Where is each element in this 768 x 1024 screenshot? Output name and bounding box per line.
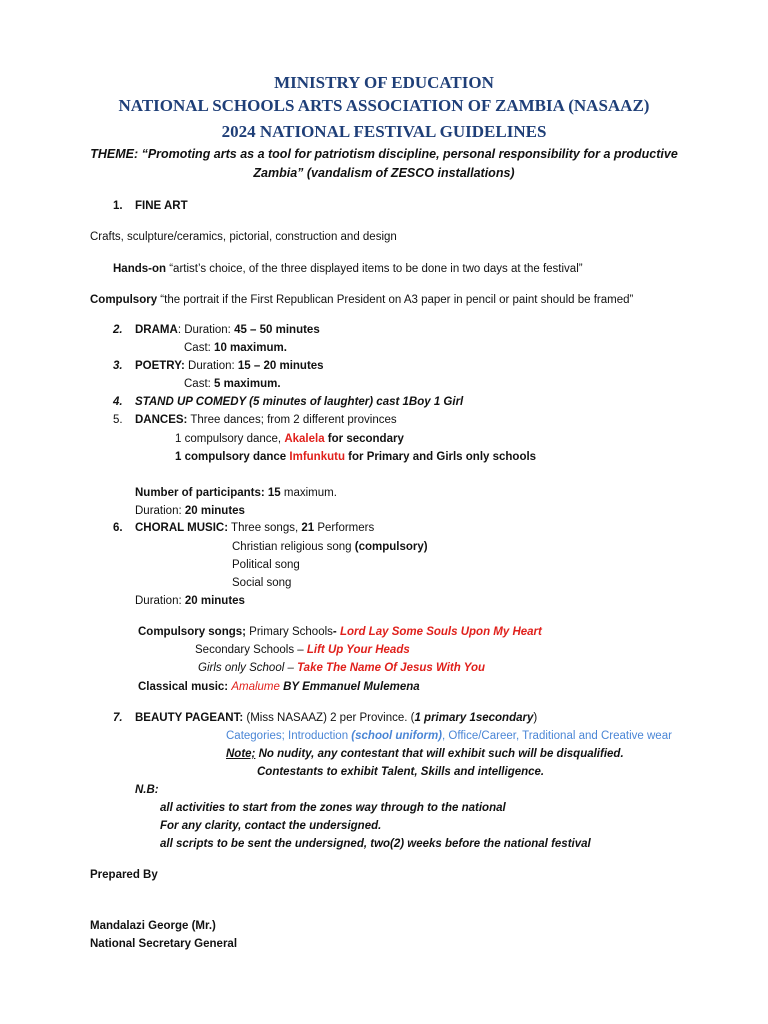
compulsory-text: “the portrait if the First Republican President on A3 paper in pencil or paint should be framed” bbox=[157, 294, 634, 306]
choral-song-3: Social song bbox=[232, 577, 292, 589]
poetry-duration-value: 15 – 20 minutes bbox=[237, 360, 324, 372]
participants-suffix: maximum. bbox=[280, 487, 337, 499]
girls-label: Girls only School – bbox=[198, 662, 298, 674]
dances-text: Three dances; from 2 different provinces bbox=[187, 414, 397, 426]
compulsory-songs-primary bbox=[138, 625, 542, 639]
song-1-text: Christian religious song bbox=[232, 541, 355, 553]
fine-art-compulsory bbox=[90, 293, 633, 307]
fine-art-handson bbox=[113, 262, 583, 276]
dances-number: 5. bbox=[113, 414, 123, 426]
dance-1-suffix: for secondary bbox=[324, 433, 404, 445]
poetry-cast-value: 5 maximum. bbox=[214, 378, 281, 390]
poetry-duration-label: Duration: bbox=[184, 360, 238, 372]
classical-label: Classical music: bbox=[138, 681, 232, 693]
fine-art-categories: Crafts, sculpture/ceramics, pictorial, construction and design bbox=[90, 231, 397, 243]
nb-line-2: For any clarity, contact the undersigned. bbox=[160, 820, 382, 832]
categories-bold: (school uniform) bbox=[351, 730, 443, 742]
primary-label: Primary Schools bbox=[245, 626, 333, 638]
participants-label: Number of participants: bbox=[135, 487, 268, 499]
dances-duration-label: Duration: bbox=[135, 505, 185, 517]
categories-prefix: Categories; Introduction bbox=[226, 730, 352, 742]
compulsory-label: Compulsory bbox=[90, 294, 158, 306]
compulsory-songs-label: Compulsory songs; bbox=[138, 626, 246, 638]
primary-dash: - bbox=[332, 626, 340, 638]
classical-by: BY Emmanuel Mulemena bbox=[279, 681, 420, 693]
poetry-title: POETRY: bbox=[135, 360, 185, 372]
drama-cast-label: Cast: bbox=[184, 342, 215, 354]
pageant-title: BEAUTY PAGEANT: bbox=[135, 712, 244, 724]
choral-line bbox=[135, 521, 374, 535]
dance-1-prefix: 1 compulsory dance, bbox=[175, 433, 285, 445]
dance-2-name: Imfunkutu bbox=[289, 451, 345, 463]
pageant-talent: Contestants to exhibit Talent, Skills and intelligence. bbox=[257, 766, 545, 778]
pageant-categories bbox=[226, 729, 672, 743]
nb-line-3: all scripts to be sent the undersigned, two(2) weeks before the national festival bbox=[160, 838, 591, 850]
dance-2-prefix: 1 compulsory dance bbox=[175, 451, 290, 463]
drama-line bbox=[135, 323, 320, 337]
choral-count: 21 bbox=[301, 522, 315, 534]
compulsory-songs-girls bbox=[198, 661, 485, 675]
participants-value: 15 bbox=[267, 487, 281, 499]
dances-akalela bbox=[175, 432, 404, 446]
dances-duration-value: 20 minutes bbox=[184, 505, 245, 517]
choral-text-2: Performers bbox=[314, 522, 375, 534]
choral-title: CHORAL MUSIC: bbox=[135, 522, 229, 534]
dances-participants bbox=[135, 486, 337, 500]
association-heading: NATIONAL SCHOOLS ARTS ASSOCIATION OF ZAMBIA (NASAAZ) bbox=[118, 96, 650, 115]
theme-line-1: THEME: “Promoting arts as a tool for patriotism discipline, personal responsibility for a productive bbox=[90, 147, 678, 161]
poetry-cast bbox=[184, 377, 281, 391]
signatory-title: National Secretary General bbox=[90, 938, 238, 950]
secondary-label: Secondary Schools – bbox=[195, 644, 307, 656]
handson-label: Hands-on bbox=[113, 263, 167, 275]
pageant-line bbox=[135, 711, 537, 725]
pageant-text: (Miss NASAAZ) 2 per Province. ( bbox=[243, 712, 415, 724]
drama-duration-value: 45 – 50 minutes bbox=[234, 324, 320, 336]
handson-text: “artist’s choice, of the three displayed items to be done in two days at the festival” bbox=[166, 263, 583, 275]
dances-line bbox=[135, 413, 397, 427]
nb-label: N.B: bbox=[135, 784, 159, 796]
categories-suffix: , Office/Career, Traditional and Creative wear bbox=[442, 730, 672, 742]
girls-song: Take The Name Of Jesus With You bbox=[297, 662, 486, 674]
standup-text: STAND UP COMEDY (5 minutes of laughter) cast 1Boy 1 Girl bbox=[135, 396, 464, 408]
drama-cast-value: 10 maximum. bbox=[214, 342, 287, 354]
secondary-song: Lift Up Your Heads bbox=[306, 644, 410, 656]
prepared-by: Prepared By bbox=[90, 869, 158, 881]
standup-number: 4. bbox=[113, 396, 123, 408]
dance-1-name: Akalela bbox=[284, 433, 325, 445]
pageant-note bbox=[226, 747, 624, 761]
dances-duration bbox=[135, 504, 245, 518]
theme-line-2: Zambia” (vandalism of ZESCO installations) bbox=[253, 166, 515, 180]
choral-duration-label: Duration: bbox=[135, 595, 185, 607]
signatory-name: Mandalazi George (Mr.) bbox=[90, 920, 216, 932]
poetry-cast-label: Cast: bbox=[184, 378, 215, 390]
classical-song: Amalume bbox=[231, 681, 280, 693]
choral-song-2: Political song bbox=[232, 559, 300, 571]
choral-song-1 bbox=[232, 540, 428, 554]
ministry-heading: MINISTRY OF EDUCATION bbox=[274, 73, 494, 92]
drama-number: 2. bbox=[113, 324, 123, 336]
compulsory-songs-secondary bbox=[195, 643, 410, 657]
poetry-number: 3. bbox=[113, 360, 123, 372]
drama-title: DRAMA bbox=[135, 324, 178, 336]
dances-title: DANCES: bbox=[135, 414, 188, 426]
fine-art-number: 1. bbox=[113, 200, 123, 212]
drama-cast bbox=[184, 341, 287, 355]
pageant-close: ) bbox=[533, 712, 538, 724]
poetry-line bbox=[135, 359, 324, 373]
choral-duration bbox=[135, 594, 245, 608]
song-1-compulsory: (compulsory) bbox=[354, 541, 428, 553]
pageant-split: 1 primary 1secondary bbox=[414, 712, 534, 724]
dance-2-suffix: for Primary and Girls only schools bbox=[344, 451, 537, 463]
primary-song: Lord Lay Some Souls Upon My Heart bbox=[339, 626, 542, 638]
nb-line-1: all activities to start from the zones way through to the national bbox=[160, 802, 506, 814]
classical-music bbox=[138, 680, 420, 694]
drama-duration-label: : Duration: bbox=[177, 324, 235, 336]
dances-imfunkutu bbox=[175, 450, 536, 464]
choral-text-1: Three songs, bbox=[228, 522, 302, 534]
guidelines-heading: 2024 NATIONAL FESTIVAL GUIDELINES bbox=[221, 122, 547, 141]
choral-number: 6. bbox=[113, 522, 123, 534]
note-label: Note; bbox=[226, 748, 256, 760]
pageant-number: 7. bbox=[113, 712, 123, 724]
note-text: No nudity, any contestant that will exhibit such will be disqualified. bbox=[255, 748, 624, 760]
fine-art-title: FINE ART bbox=[135, 200, 188, 212]
choral-duration-value: 20 minutes bbox=[184, 595, 245, 607]
